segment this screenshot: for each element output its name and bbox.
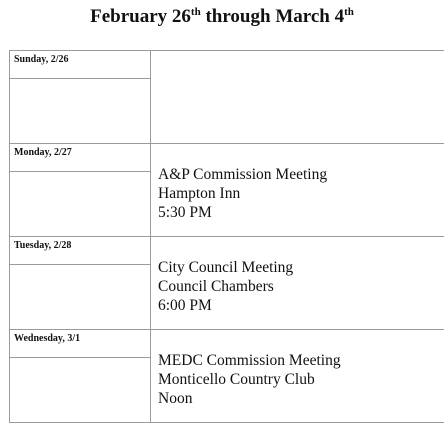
day-left-column [10,237,151,329]
event-location: Monticello Country Club [158,371,315,388]
day-row-wednesday [10,330,444,423]
weekly-calendar-table [9,50,444,423]
notes-cell [10,79,150,143]
event-time: 6:00 PM [158,297,212,314]
event-location: Council Chambers [158,278,274,295]
event-time: Noon [158,390,193,407]
event-cell [151,237,444,329]
date-cell: Monday, 2/27 [10,144,150,172]
date-cell: Sunday, 2/26 [10,51,150,79]
notes-cell [10,358,150,422]
notes-cell [10,172,150,236]
event-time: 5:30 PM [158,204,212,221]
day-left-column [10,51,151,143]
title-end-suffix: th [344,6,354,18]
event-cell [151,330,444,422]
date-cell: Tuesday, 2/28 [10,237,150,265]
page-title [0,6,444,28]
event-title: A&P Commission Meeting [158,166,328,183]
event-location: Hampton Inn [158,185,241,202]
event-title: City Council Meeting [158,259,294,276]
event-cell [151,144,444,236]
title-start-suffix: th [190,6,201,18]
event-title: MEDC Commission Meeting [158,352,341,369]
date-cell: Wednesday, 3/1 [10,330,150,358]
day-left-column [10,144,151,236]
day-row-tuesday [10,237,444,330]
title-middle: through March 4 [200,6,345,27]
day-row-monday [10,144,444,237]
day-left-column [10,330,151,422]
event-cell [151,51,444,143]
notes-cell [10,265,150,329]
title-start: February 26 [90,6,191,27]
day-row-sunday [10,51,444,144]
